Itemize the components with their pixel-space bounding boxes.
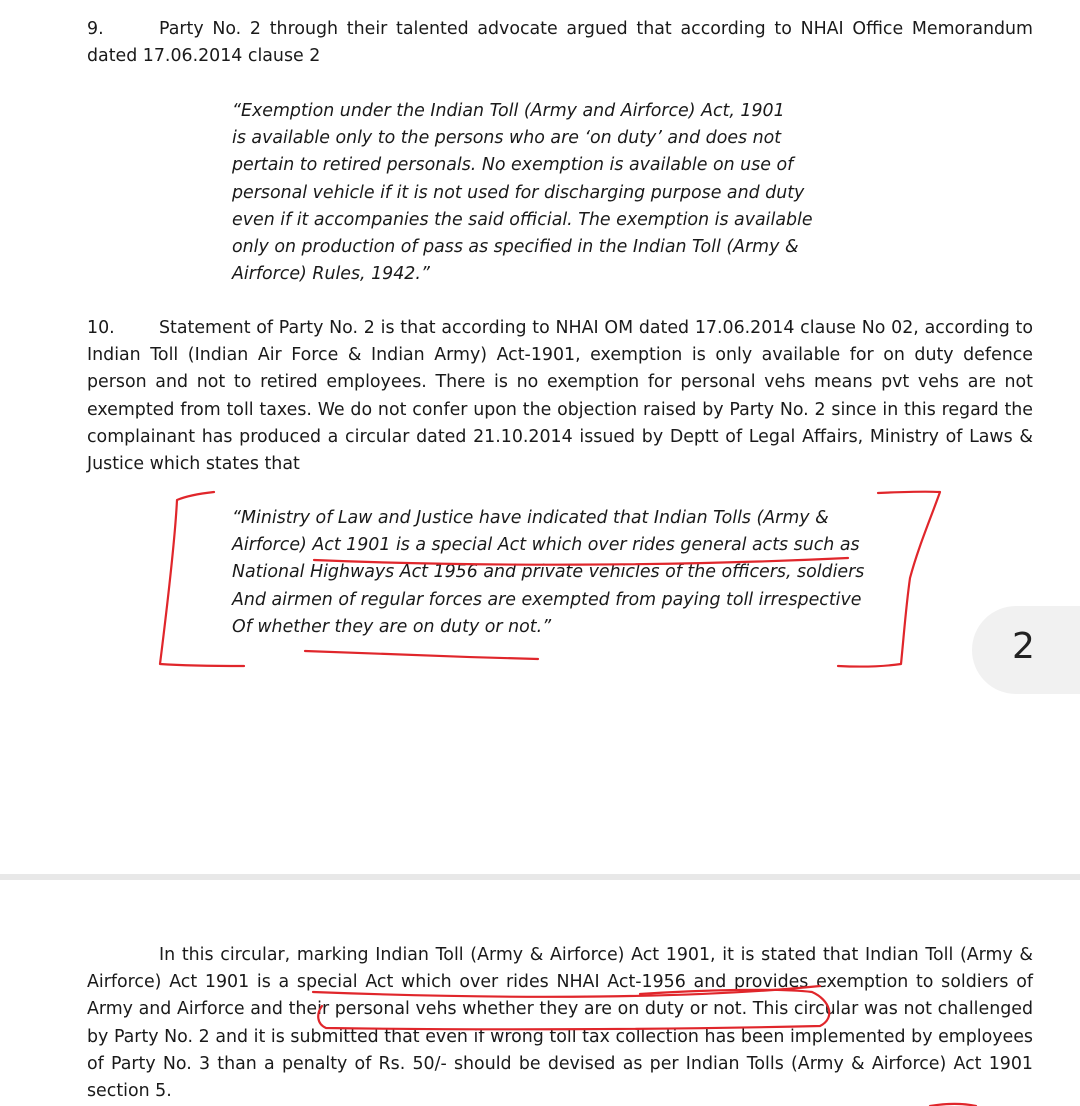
quote-line: “Ministry of Law and Justice have indicated that Indian Tolls (Army & (232, 508, 829, 528)
paragraph-text: Party No. 2 through their talented advocate argued that according to NHAI Office Memorandum dated 17.06.2014 clause 2 (87, 19, 1033, 67)
quote-line: “Exemption under the Indian Toll (Army and Airforce) Act, 1901 (232, 101, 785, 121)
quote-line: is available only to the persons who are ‘on duty’ and does not (232, 128, 782, 149)
quote-line: pertain to retired personals. No exemption is available on use of (232, 155, 794, 176)
quote-line: Of whether they are on duty or not.” (232, 616, 552, 637)
paragraph-circular-note (87, 942, 1033, 1105)
paragraph-text: In this circular, marking Indian Toll (Army & Airforce) Act 1901, it is stated that Indian Toll (Army & Airforce) Act 1901 is a special Act which over rides NHAI Act-1956 and provides exemption to soldiers of Army and Airforce and their personal vehs whether they are on duty or not. This circular was not challenged by Party No. 2 and it is submitted that even if wrong toll tax collection has been implemented by employees of Party No. 3 than a penalty of Rs. 50/- should be devised as per Indian Tolls (Army & Airforce) Act 1901 section 5. (87, 945, 1033, 1102)
page-number-badge (972, 606, 1080, 694)
paragraph-number: 10. (87, 318, 115, 338)
paragraph-number: 9. (87, 19, 104, 39)
paragraph-text: Statement of Party No. 2 is that according to NHAI OM dated 17.06.2014 clause No 02, according to Indian Toll (Indian Air Force & Indian Army) Act-1901, exemption is only available for on duty defence person and not to retired employees. There is no exemption for personal vehs means pvt vehs are not exempted from toll taxes. We do not confer upon the objection raised by Party No. 2 since in this regard the complainant has produced a circular dated 21.10.2014 issued by Deptt of Legal Affairs, Ministry of Laws & Justice which states that (87, 318, 1033, 475)
quote-line: Airforce) Rules, 1942.” (232, 264, 430, 285)
document-page-2 (0, 880, 1080, 1106)
quote-line: Airforce) Act 1901 is a special Act which over rides general acts such as (232, 535, 860, 556)
page-number: 2 (1012, 626, 1035, 667)
quote-block-circular (232, 505, 864, 641)
quote-line: And airmen of regular forces are exempted from paying toll irrespective (232, 589, 862, 610)
quote-line: personal vehicle if it is not used for discharging purpose and duty (232, 182, 805, 203)
quote-line: only on production of pass as specified in the Indian Toll (Army & (232, 237, 799, 258)
quote-line: even if it accompanies the said official. The exemption is available (232, 209, 813, 230)
quote-line: National Highways Act 1956 and private vehicles of the officers, soldiers (232, 562, 865, 583)
quote-block-om (232, 98, 813, 288)
paragraph-10 (87, 315, 1033, 478)
paragraph-9 (87, 16, 1033, 70)
